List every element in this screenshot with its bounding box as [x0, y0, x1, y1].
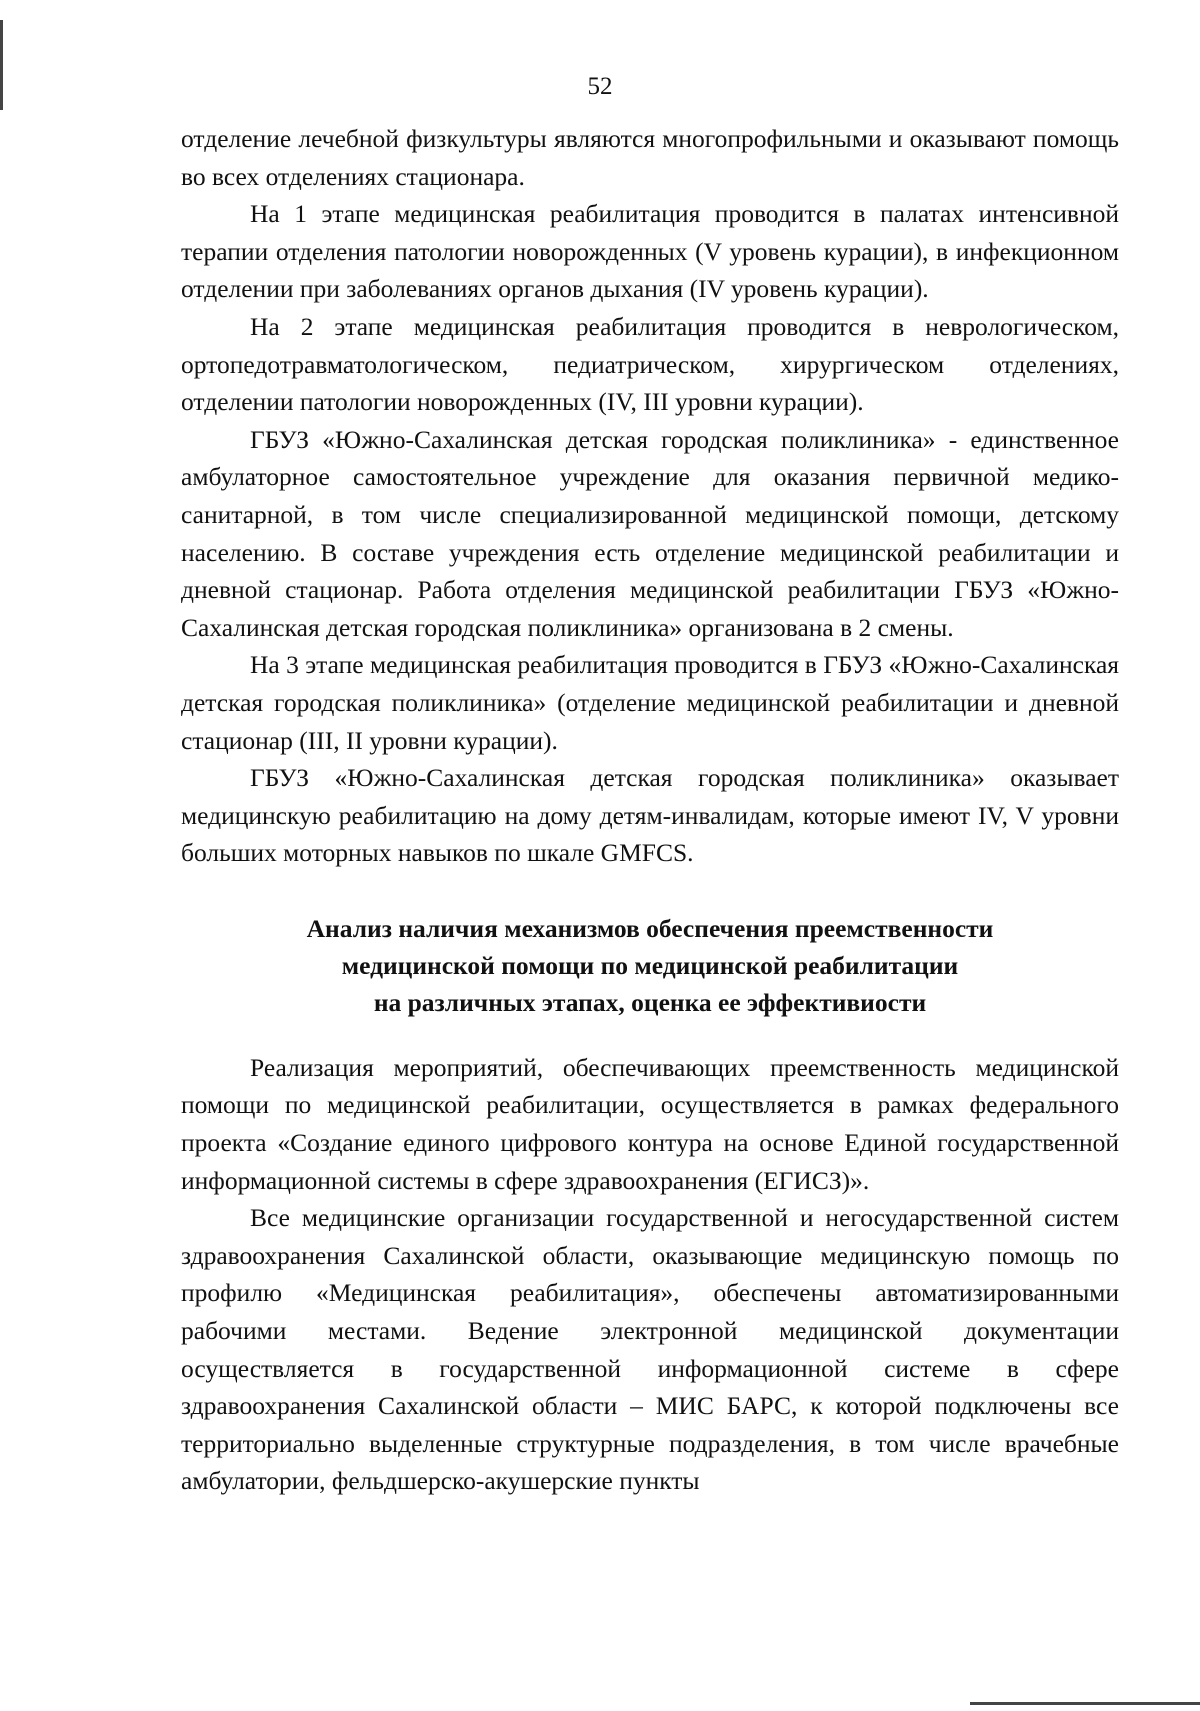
section-heading-line: на различных этапах, оценка ее эффективиости [373, 987, 927, 1017]
paragraph: отделение лечебной физкультуры являются многопрофильными и оказывают помощь во всех отделениях стационара. [181, 124, 1119, 191]
page-body [181, 120, 1119, 1500]
scan-edge-mark [970, 1702, 1200, 1705]
paragraph: ГБУЗ «Южно-Сахалинская детская городская поликлиника» - единственное амбулаторное самостоятельное учреждение для оказания первичной медико-санитарной, в том числе специализированной медицинской помощи, детскому населению. В составе учреждения есть отделение медицинской реабилитации и дневной стационар. Работа отделения медицинской реабилитации ГБУЗ «Южно-Сахалинская детская городская поликлиника» организована в 2 смены. [181, 424, 1119, 642]
section-heading-line: медицинской помощи по медицинской реабилитации [341, 950, 959, 980]
page-number: 52 [587, 73, 613, 100]
section-heading-line: Анализ наличия механизмов обеспечения преемственности [306, 913, 994, 943]
paragraph: ГБУЗ «Южно-Сахалинская детская городская поликлиника» оказывает медицинскую реабилитацию на дому детям-инвалидам, которые имеют IV, V уровни больших моторных навыков по шкале GMFCS. [181, 763, 1119, 868]
section-heading [181, 910, 1119, 1021]
paragraph: На 1 этапе медицинская реабилитация проводится в палатах интенсивной терапии отделения патологии новорожденных (V уровень курации), в инфекционном отделении при заболеваниях органов дыхания (IV уровень курации). [181, 199, 1119, 304]
paragraph: На 2 этапе медицинская реабилитация проводится в неврологическом, ортопедотравматологическом, педиатрическом, хирургическом отделениях, отделении патологии новорожденных (IV, III уровни курации). [181, 311, 1119, 417]
paragraph: На 3 этапе медицинская реабилитация проводится в ГБУЗ «Южно-Сахалинская детская городская поликлиника» (отделение медицинской реабилитации и дневной стационар (III, II уровни курации). [181, 650, 1119, 755]
paragraph: Реализация мероприятий, обеспечивающих преемственность медицинской помощи по медицинской реабилитации, осуществляется в рамках федерального проекта «Создание единого цифрового контура на основе Единой государственной информационной системы в сфере здравоохранения (ЕГИСЗ)». [181, 1052, 1119, 1195]
paragraph: Все медицинские организации государственной и негосударственной систем здравоохранения Сахалинской области, оказывающие медицинскую помощь по профилю «Медицинская реабилитация», обеспечены автоматизированными рабочими местами. Ведение электронной медицинской документации осуществляется в государственной информационной системе в сфере здравоохранения Сахалинской области – МИС БАРС, к которой подключены все территориально выделенные структурные подразделения, в том числе врачебные амбулатории, фельдшерско-акушерские пункты [181, 1203, 1119, 1496]
